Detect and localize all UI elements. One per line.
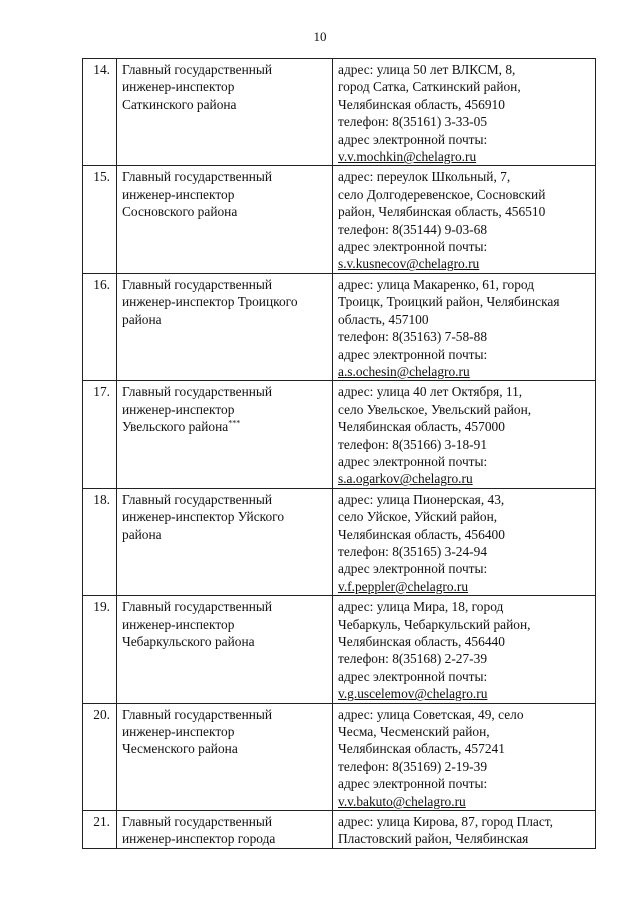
position-cell — [117, 703, 333, 810]
address-line: Троицк, Троицкий район, Челябинская — [338, 294, 560, 310]
address-line: адрес: улица Советская, 49, село — [338, 706, 524, 722]
email-link[interactable]: a.s.ochesin@chelagro.ru — [338, 363, 470, 379]
position-text: Саткинского района — [122, 96, 237, 112]
address-line: адрес электронной почты: — [338, 346, 488, 362]
row-number: 20. — [83, 703, 117, 810]
position-line — [122, 401, 332, 418]
position-text: инженер-инспектор — [122, 616, 235, 632]
email-link[interactable]: s.v.kusnecov@chelagro.ru — [338, 256, 480, 272]
address-line: село Увельское, Увельский район, — [338, 401, 532, 417]
address-line: адрес: переулок Школьный, 7, — [338, 169, 511, 185]
position-line — [122, 418, 332, 435]
position-text: Главный государственный — [122, 62, 273, 77]
position-line — [122, 186, 332, 203]
address-cell — [333, 703, 596, 810]
position-line — [122, 598, 332, 615]
address-line: адрес: улица Пионерская, 43, — [338, 491, 505, 507]
address-line: Чебаркуль, Чебаркульский район, — [338, 616, 531, 632]
position-text: Главный государственный — [122, 384, 273, 400]
address-line: адрес электронной почты: — [338, 668, 488, 684]
address-line: адрес электронной почты: — [338, 453, 488, 469]
email-link[interactable]: v.g.uscelemov@chelagro.ru — [338, 686, 488, 702]
address-line: Челябинская область, 456440 — [338, 634, 505, 649]
address-line: телефон: 8(35161) 3-33-05 — [338, 114, 488, 130]
position-cell — [117, 273, 333, 380]
position-text: района — [122, 526, 162, 542]
address-line: Челябинская область, 457000 — [338, 419, 505, 435]
position-line — [122, 293, 332, 310]
address-line: район, Челябинская область, 456510 — [338, 204, 546, 220]
row-number: 21. — [83, 811, 117, 849]
position-line — [122, 61, 332, 78]
address-line: Челябинская область, 456910 — [338, 96, 505, 112]
position-text: Чебаркульского района — [122, 634, 255, 649]
address-line: село Долгодеревенское, Сосновский — [338, 186, 546, 202]
position-line — [122, 723, 332, 740]
position-text: Главный государственный — [122, 599, 273, 615]
address-line: телефон: 8(35165) 3-24-94 — [338, 543, 488, 559]
page-number: 10 — [313, 29, 327, 44]
row-number: 15. — [83, 166, 117, 273]
position-cell — [117, 811, 333, 849]
position-text: инженер-инспектор Уйского — [122, 509, 285, 525]
email-link[interactable]: v.v.bakuto@chelagro.ru — [338, 793, 466, 809]
position-text: района — [122, 311, 162, 327]
address-line: адрес: улица Макаренко, 61, город — [338, 276, 535, 292]
position-line — [122, 311, 332, 328]
row-number: 14. — [83, 59, 117, 166]
address-line: адрес электронной почты: — [338, 776, 488, 792]
position-text: инженер-инспектор Троицкого — [122, 294, 298, 310]
address-line: телефон: 8(35163) 7-58-88 — [338, 329, 488, 345]
address-line: адрес электронной почты: — [338, 131, 488, 147]
address-line: адрес: улица 50 лет ВЛКСМ, 8, — [338, 62, 516, 77]
address-cell — [333, 811, 596, 849]
email-link[interactable]: v.v.mochkin@chelagro.ru — [338, 149, 477, 165]
address-line: адрес электронной почты: — [338, 561, 488, 577]
table-row — [83, 596, 596, 703]
position-text: Увельского района — [122, 419, 229, 435]
address-cell — [333, 488, 596, 595]
address-line: Чесма, Чесменский район, — [338, 724, 490, 740]
row-number: 16. — [83, 273, 117, 380]
position-line — [122, 78, 332, 95]
address-cell — [333, 273, 596, 380]
address-line: телефон: 8(35144) 9-03-68 — [338, 221, 488, 237]
address-line: область, 457100 — [338, 311, 429, 327]
row-number: 19. — [83, 596, 117, 703]
position-cell — [117, 59, 333, 166]
table-row — [83, 59, 596, 166]
position-text: Сосновского района — [122, 204, 238, 220]
position-line — [122, 526, 332, 543]
table-row — [83, 273, 596, 380]
address-line: адрес: улица 40 лет Октября, 11, — [338, 384, 523, 400]
address-line: телефон: 8(35169) 2-19-39 — [338, 758, 488, 774]
position-cell — [117, 166, 333, 273]
address-cell — [333, 166, 596, 273]
position-text: Главный государственный — [122, 169, 273, 185]
table-row — [83, 381, 596, 488]
email-link[interactable]: v.f.peppler@chelagro.ru — [338, 578, 469, 594]
position-text: Чесменского района — [122, 741, 238, 757]
address-line: город Сатка, Саткинский район, — [338, 79, 521, 95]
position-text: инженер-инспектор — [122, 724, 235, 740]
position-cell — [117, 381, 333, 488]
address-cell — [333, 596, 596, 703]
position-line — [122, 633, 332, 650]
position-line — [122, 491, 332, 508]
address-line: Челябинская область, 457241 — [338, 741, 505, 757]
position-text: инженер-инспектор города — [122, 831, 276, 847]
table-row — [83, 703, 596, 810]
position-line — [122, 96, 332, 113]
position-line — [122, 616, 332, 633]
footnote-mark: *** — [228, 418, 241, 428]
address-line: Пластовский район, Челябинская — [338, 831, 529, 847]
position-cell — [117, 596, 333, 703]
row-number: 18. — [83, 488, 117, 595]
address-line: телефон: 8(35166) 3-18-91 — [338, 436, 488, 452]
position-text: инженер-инспектор — [122, 186, 235, 202]
inspectors-table — [82, 58, 596, 849]
email-link[interactable]: s.a.ogarkov@chelagro.ru — [338, 471, 473, 487]
position-line — [122, 203, 332, 220]
row-number: 17. — [83, 381, 117, 488]
position-cell — [117, 488, 333, 595]
position-line — [122, 706, 332, 723]
position-text: инженер-инспектор — [122, 401, 235, 417]
position-text: Главный государственный — [122, 814, 273, 830]
address-line: адрес электронной почты: — [338, 239, 488, 255]
position-text: Главный государственный — [122, 491, 273, 507]
table-row — [83, 166, 596, 273]
position-line — [122, 276, 332, 293]
address-cell — [333, 381, 596, 488]
position-text: Главный государственный — [122, 276, 273, 292]
table-row — [83, 811, 596, 849]
address-cell — [333, 59, 596, 166]
address-line: адрес: улица Мира, 18, город — [338, 599, 504, 615]
table-row — [83, 488, 596, 595]
position-line — [122, 740, 332, 757]
position-line — [122, 813, 332, 830]
position-line — [122, 168, 332, 185]
position-line — [122, 383, 332, 400]
address-line: село Уйское, Уйский район, — [338, 509, 498, 525]
address-line: телефон: 8(35168) 2-27-39 — [338, 651, 488, 667]
address-line: Челябинская область, 456400 — [338, 526, 505, 542]
position-line — [122, 830, 332, 847]
position-line — [122, 508, 332, 525]
position-text: инженер-инспектор — [122, 79, 235, 95]
address-line: адрес: улица Кирова, 87, город Пласт, — [338, 814, 553, 830]
position-text: Главный государственный — [122, 706, 273, 722]
